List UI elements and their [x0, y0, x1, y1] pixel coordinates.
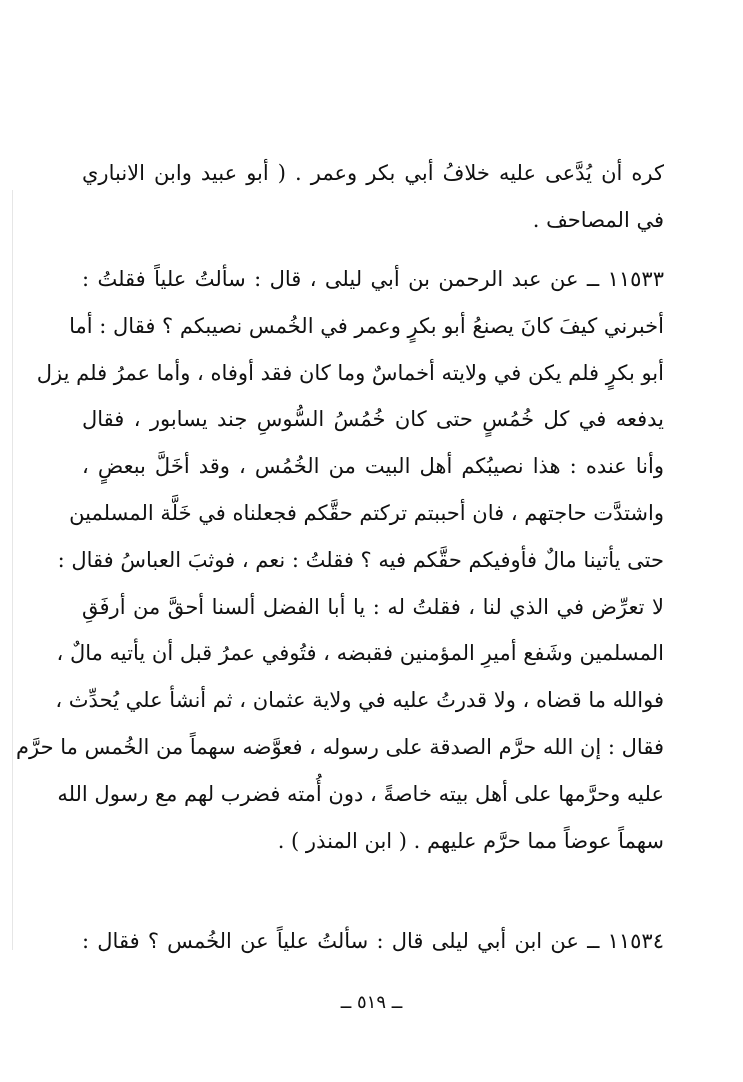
text-line: أبو بكرٍ فلم يكن في ولايته أخماسٌ وما كان فقد أوفاه ، وأما عمرُ فلم يزل: [36, 360, 664, 385]
text-line: في المصاحف .: [532, 207, 664, 232]
paragraph-continuation: [82, 150, 664, 244]
text-line: فقال : إن الله حرَّم الصدقة على رسوله ، فعوَّضه سهماً من الخُمس ما حرَّم: [16, 734, 664, 759]
hadith-11533: [16, 256, 664, 864]
text-line: ١١٥٣٤ ــ عن ابن أبي ليلى قال : سألتُ علياً عن الخُمس ؟ فقال :: [82, 929, 664, 953]
text-line: وأنا عنده : هذا نصيبُكم أهل البيت من الخُمُس ، وقد أخَلَّ ببعضٍ ،: [82, 454, 664, 479]
text-line: ١١٥٣٣ ــ عن عبد الرحمن بن أبي ليلى ، قال : سألتُ علياً فقلتُ :: [82, 267, 664, 291]
page-number: ــ ٥١٩ ــ: [340, 992, 403, 1013]
text-line: فوالله ما قضاه ، ولا قدرتُ عليه في ولاية عثمان ، ثم أنشأ علي يُحدِّث ،: [55, 688, 664, 713]
hadith-11534: [82, 918, 664, 965]
text-line: كره أن يُدَّعى عليه خلافُ أبي بكر وعمر . ( أبو عبيد وابن الانباري: [82, 161, 664, 185]
text-line: واشتدَّت حاجتهم ، فان أحببتم تركتم حقَّكم فجعلناه في خَلَّة المسلمين: [69, 500, 664, 525]
text-line: عليه وحرَّمها على أهل بيته خاصةً ، دون أُمته فضرب لهم مع رسول الله: [57, 781, 664, 806]
text-line: المسلمين وشَفع أميرِ المؤمنين فقبضه ، فتُوفي عمرُ قبل أن يأتيه مالٌ ،: [56, 641, 664, 666]
text-line: لا تعرِّض في الذي لنا ، فقلتُ له : يا أبا الفضل ألسنا أحقَّ من أرفَقِ: [82, 594, 664, 619]
text-line: يدفعه في كل خُمُسٍ حتى كان خُمُسُ السُّوسِ جند يسابور ، فقال: [82, 407, 664, 432]
page-edge-shadow: [12, 190, 13, 950]
text-line: حتى يأتينا مالٌ فأوفيكم حقَّكم فيه ؟ فقلتُ : نعم ، فوثبَ العباسُ فقال :: [57, 547, 664, 572]
text-line: سهماً عوضاً مما حرَّم عليهم . ( ابن المنذر ) .: [277, 828, 664, 853]
text-line: أخبرني كيفَ كانَ يصنعُ أبو بكرٍ وعمر في الخُمس نصيبكم ؟ فقال : أما: [69, 313, 664, 338]
